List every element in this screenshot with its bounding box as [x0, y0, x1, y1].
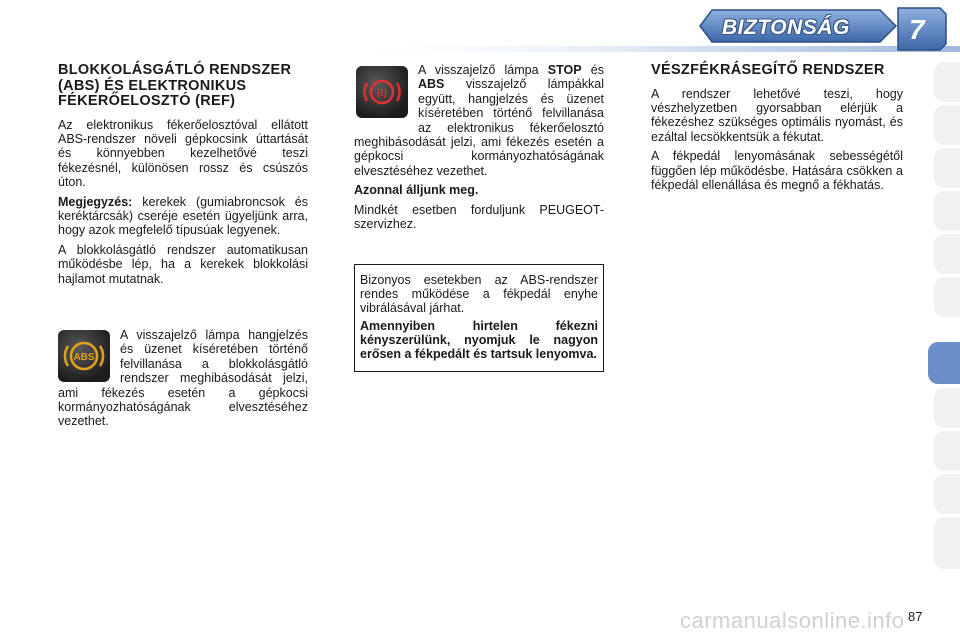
ref-warning-post: visszajelző lámpákkal együtt, hangjelzés és üzenet kíséretében történő felvillanása az elektronikus fékerőelosztó meghibásodását jelzi, ami fékezés esetén a gépkocsi kormányozhatóságának elvesztéséhez vezethet.	[354, 77, 604, 178]
chapter-number: 7	[909, 14, 925, 45]
brake-icon-label: (!)	[377, 88, 387, 99]
abs-auto: A blokkolásgátló rendszer automatikusan működésbe lép, ha a kerekek blokkolási hajlamot mutatnak.	[58, 242, 308, 286]
ref-warning-and: és	[581, 63, 604, 77]
chapter-tab[interactable]	[934, 234, 960, 274]
vibration-note: Bizonyos esetekben az ABS-rendszer rendes működése a fékpedál enyhe vibrálásával járhat.	[360, 273, 598, 315]
emergency-advice	[360, 319, 598, 361]
contact-dealer: Mindkét esetben forduljunk PEUGEOT-szervizhez.	[354, 202, 604, 232]
chapter-tab[interactable]	[934, 431, 960, 471]
ref-section	[354, 63, 604, 236]
abs-section	[58, 63, 308, 291]
page-number: 87	[908, 609, 923, 624]
brake-assist-heading: VÉSZFÉKRÁSEGÍTŐ RENDSZER	[651, 62, 885, 78]
note-text: kerekek (gumiabroncsok és keréktárcsák) cseréje esetén ügyeljünk arra, hogy azok megfelelő típusúak legyenek.	[58, 194, 308, 238]
abs-warning-text-block	[58, 328, 308, 434]
stop-now	[354, 183, 604, 197]
chapter-tabs	[926, 62, 960, 574]
watermark: carmanualsonline.info	[680, 608, 905, 633]
chapter-tab[interactable]	[934, 277, 960, 317]
chapter-tab[interactable]	[934, 474, 960, 514]
chapter-tab[interactable]	[934, 148, 960, 188]
brake-assist-para1: A rendszer lehetővé teszi, hogy vészhelyzetben gyorsabban elérjük a fékezéshez szükséges optimális nyomást, és ezáltal lecsökkentsük a fékutat.	[651, 86, 903, 144]
tyre-note	[58, 195, 308, 238]
abs-heading: BLOKKOLÁSGÁTLÓ RENDSZER (ABS) ÉS ELEKTRONIKUS FÉKERŐELOSZTÓ (REF)	[58, 62, 292, 109]
note-label: Megjegyzés:	[58, 194, 133, 209]
abs-warning-text: A visszajelző lámpa hangjelzés és üzenet kíséretében történő felvillanása a blokkolásgátló rendszer meghibásodását jelzi, ami fékezés esetén a gépkocsi kormányozhatóságának elvesztéséhez vezethet.	[58, 328, 308, 429]
chapter-tab[interactable]	[934, 191, 960, 231]
stop-now-text: Azonnal álljunk meg.	[354, 183, 479, 198]
stop-label: STOP	[547, 63, 582, 77]
chapter-tab[interactable]	[934, 105, 960, 145]
ref-warning-pre: A visszajelző lámpa	[418, 63, 548, 77]
section-title: BIZTONSÁG	[722, 16, 850, 39]
emergency-advice-text: Amennyiben hirtelen fékezni kényszerülünk, nyomjuk le nagyon erősen a fékpedált és tartsuk lenyomva.	[360, 319, 598, 361]
abs-label: ABS	[418, 77, 445, 92]
chapter-tab[interactable]	[934, 517, 960, 569]
vibration-note-box	[354, 264, 604, 372]
chapter-tab[interactable]	[934, 62, 960, 102]
chapter-tab[interactable]	[934, 388, 960, 428]
chapter-tab-active[interactable]	[928, 342, 960, 384]
abs-intro: Az elektronikus fékerőelosztóval ellátott ABS-rendszer növeli gépkocsink úttartását és könnyebben kezelhetővé teszi fékezésnél, különösen rossz és csúszós úton.	[58, 117, 308, 190]
brake-assist-section	[651, 63, 903, 197]
brake-assist-para2: A fékpedál lenyomásának sebességétől függően lép működésbe. Hatására csökken a fékpedál ellenállása és megnő a fékhatás.	[651, 149, 903, 192]
abs-icon-label: ABS	[73, 352, 95, 363]
